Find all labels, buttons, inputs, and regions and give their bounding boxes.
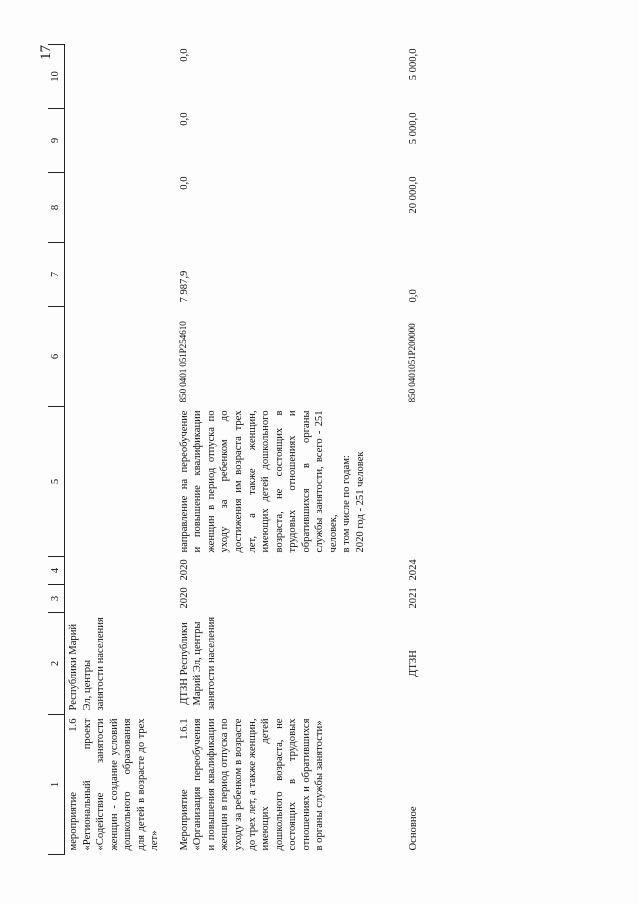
- result-years-intro: в том числе по годам:: [341, 455, 353, 553]
- header-cell-4: 4: [48, 557, 65, 585]
- header-cell-3: 3: [48, 585, 65, 613]
- header-cell-8: 8: [48, 173, 65, 243]
- amount-col7: 7 987,9: [178, 270, 190, 303]
- start-year: 2020: [178, 587, 190, 609]
- end-year: 2020: [178, 559, 190, 581]
- result-text: направление на переобучение и повышение квалификации женщин в период отпуска по уходу за ребенком до достижения им возраста трех лет, а также женщин, имеющих детей дошкольного возраста, не состоящих в трудовых отношениях и обратившихся в органы службы занятости, всего - 251 человек,: [178, 410, 339, 553]
- expected-result: [176, 407, 408, 557]
- expected-result: [65, 407, 176, 557]
- header-cell-1: 1: [48, 715, 65, 855]
- amount-col8: 0,0: [178, 176, 190, 190]
- start-year: [65, 585, 176, 613]
- measure-name: мероприятие 1.6 «Региональный проект «Содействие занятости женщин - создание условий дошкольного образования для детей в возрасте до трех лет»: [68, 718, 161, 851]
- end-year: [65, 557, 176, 585]
- amount-col7: [65, 243, 176, 307]
- budget-code: 850 0401 051P254610: [178, 321, 189, 403]
- table-row: [407, 45, 423, 855]
- result-year-2020: 2020 год - 251 человек: [354, 451, 366, 553]
- budget-code: 850 0401051P200000: [408, 323, 419, 403]
- amount-col9: [65, 109, 176, 173]
- amount-col8: [65, 173, 176, 243]
- executor: Республики Марий Эл, центры занятости населения: [68, 617, 107, 711]
- expected-result: [407, 407, 423, 557]
- table-row: [65, 45, 176, 855]
- amount-col10: 0,0: [178, 48, 190, 62]
- measure-name: Основное: [408, 806, 420, 851]
- header-cell-2: 2: [48, 613, 65, 715]
- measure-name: Мероприятие 1.6.1 «Организация переобучения и повышения квалификации женщин в период отпуска по уходу за ребенком в возрасте до трех лет, а также женщин, имеющих детей дошкольного возраста, не состоящих в трудовых отношениях и обратившихся в органы службы занятости»: [178, 718, 326, 851]
- header-row: [48, 45, 65, 855]
- header-cell-7: 7: [48, 243, 65, 307]
- budget-code: [65, 307, 176, 407]
- amount-col9: 5 000,0: [408, 112, 420, 145]
- amount-col10: [65, 45, 176, 109]
- executor: ДТЗН Республики Марий Эл, центры занятости населения: [178, 616, 217, 711]
- header-cell-6: 6: [48, 307, 65, 407]
- header-cell-5: 5: [48, 407, 65, 557]
- amount-col10: 5 000,0: [408, 48, 420, 81]
- table-row: [176, 45, 408, 855]
- amount-col7: 0,0: [408, 289, 420, 303]
- amount-col9: 0,0: [178, 112, 190, 126]
- amount-col8: 20 000,0: [408, 176, 420, 214]
- end-year: 2024: [408, 559, 420, 581]
- header-cell-10: 10: [48, 45, 65, 109]
- start-year: 2021: [408, 587, 420, 609]
- program-table: [48, 44, 423, 855]
- page-number: 17: [38, 45, 54, 60]
- header-cell-9: 9: [48, 109, 65, 173]
- executor: ДТЗН: [408, 650, 420, 677]
